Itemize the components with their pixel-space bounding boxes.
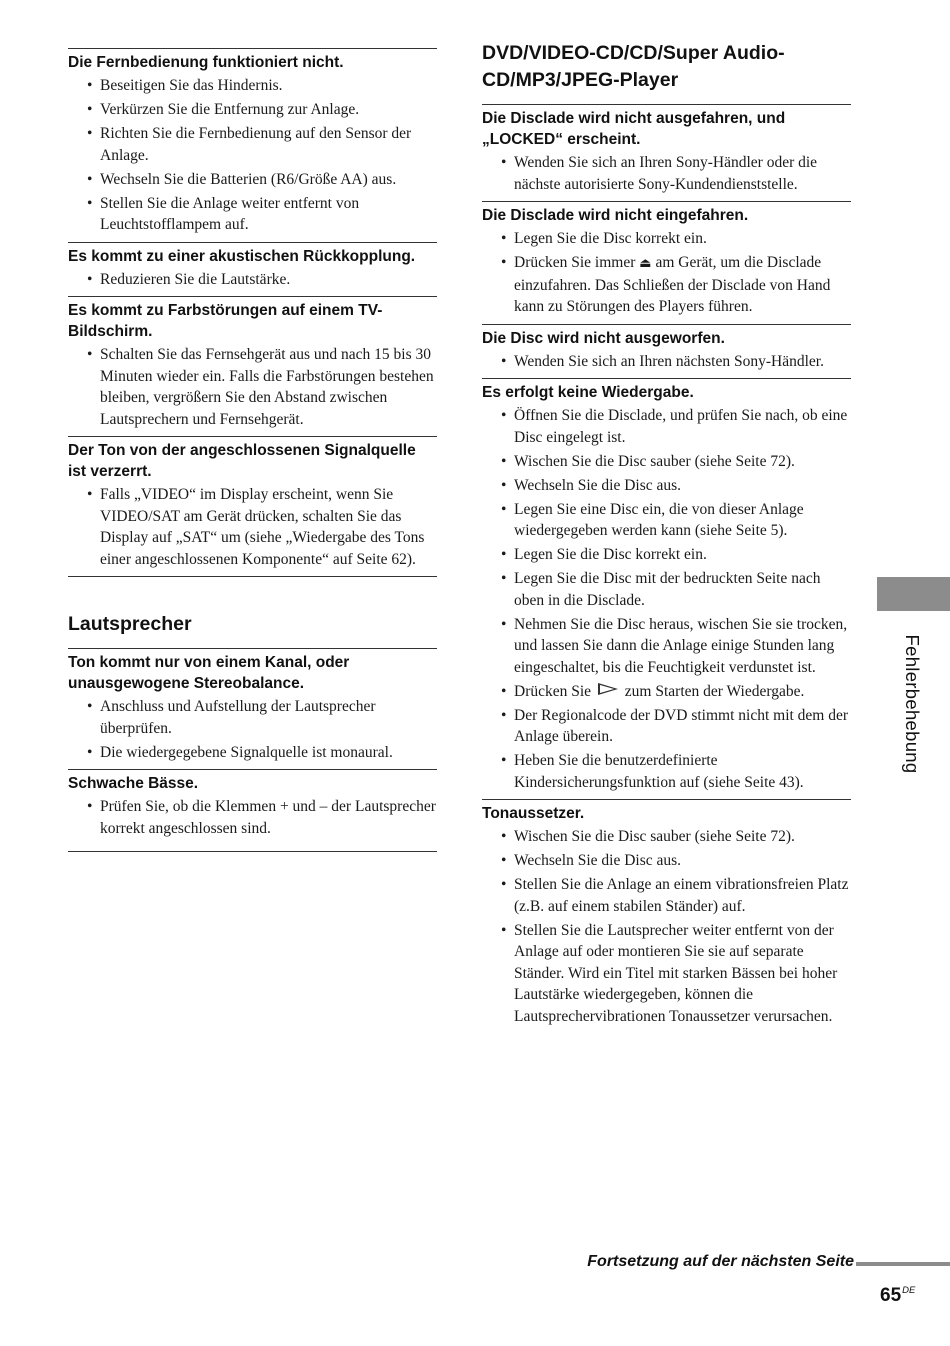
problem-block: [68, 242, 437, 291]
solution-item: • Wischen Sie die Disc sauber (siehe Seite 72).: [514, 826, 851, 848]
chapter-tab: [877, 577, 950, 611]
solution-text: Drücken Sie: [514, 682, 595, 700]
problem-title: Die Disc wird nicht ausgeworfen.: [482, 329, 725, 347]
solution-item: • Legen Sie die Disc korrekt ein.: [514, 544, 851, 566]
solution-item: • Stellen Sie die Anlage weiter entfernt von Leuchtstofflampem auf.: [100, 193, 437, 236]
solution-item: • Richten Sie die Fernbedienung auf den Sensor der Anlage.: [100, 123, 437, 166]
solution-list: [482, 826, 851, 1027]
solution-item: • Prüfen Sie, ob die Klemmen + und – der Lautsprecher korrekt angeschlossen sind.: [100, 796, 437, 839]
solution-item: • Stellen Sie die Anlage an einem vibrationsfreien Platz (z.B. auf einem stabilen Ständer) auf.: [514, 874, 851, 917]
problem-title: Es kommt zu einer akustischen Rückkopplung.: [68, 247, 416, 265]
problem-block: [68, 648, 437, 763]
problem-title: Schwache Bässe.: [68, 775, 199, 792]
solution-list: [68, 796, 437, 839]
solution-list: [68, 269, 437, 291]
solution-item: • Öffnen Sie die Disclade, und prüfen Sie nach, ob eine Disc eingelegt ist.: [514, 405, 851, 448]
solution-item: • Verkürzen Sie die Entfernung zur Anlage.: [100, 99, 437, 121]
solution-list: [68, 484, 437, 570]
solution-item: • Heben Sie die benutzerdefinierte Kindersicherungsfunktion auf (siehe Seite 43).: [514, 750, 851, 793]
solution-item: • Wischen Sie die Disc sauber (siehe Seite 72).: [514, 451, 851, 473]
page-number-value: 65: [880, 1285, 902, 1306]
problem-block: [68, 769, 437, 852]
problem-title: Tonaussetzer.: [482, 805, 585, 822]
solution-list: [482, 152, 851, 195]
solution-item: • Wechseln Sie die Disc aus.: [514, 850, 851, 872]
solution-item: • Reduzieren Sie die Lautstärke.: [100, 269, 437, 291]
problem-block: [482, 378, 851, 793]
solution-item: • Der Regionalcode der DVD stimmt nicht mit dem der Anlage überein.: [514, 705, 851, 748]
problem-title: Der Ton von der angeschlossenen Signalquelle ist verzerrt.: [68, 442, 416, 480]
solution-item: • Wechseln Sie die Disc aus.: [514, 475, 851, 497]
solution-list: [482, 351, 851, 373]
troubleshooting-list: [68, 48, 437, 570]
solution-list: [482, 228, 851, 318]
section-heading-speakers: Lautsprecher: [68, 613, 192, 635]
eject-icon: ⏏: [639, 256, 652, 271]
section-heading-player: DVD/VIDEO-CD/CD/Super Audio-CD/MP3/JPEG-Player: [482, 42, 785, 91]
problem-block: [68, 48, 437, 236]
left-column: [68, 48, 437, 858]
solution-item: • Die wiedergegebene Signalquelle ist monaural.: [100, 742, 437, 764]
problem-title: Die Fernbedienung funktioniert nicht.: [68, 54, 344, 71]
solution-text: am Gerät, um die Disclade einzufahren. Das Schließen der Disclade von Hand kann zu Störungen des Players führen.: [514, 254, 831, 315]
problem-title: Die Disclade wird nicht eingefahren.: [482, 207, 749, 224]
player-troubleshooting-list: [482, 104, 851, 1027]
problem-title: Es erfolgt keine Wiedergabe.: [482, 384, 694, 401]
solution-item: • Beseitigen Sie das Hindernis.: [100, 75, 437, 97]
problem-title: Es kommt zu Farbstörungen auf einem TV-Bildschirm.: [68, 302, 383, 340]
page-language-suffix: DE: [902, 1285, 916, 1296]
continued-note: Fortsetzung auf der nächsten Seite: [587, 1253, 854, 1270]
problem-block: [68, 436, 437, 570]
chapter-label: Fehlerbehebung: [902, 634, 923, 774]
solution-item: [514, 681, 851, 703]
solution-item: • Nehmen Sie die Disc heraus, wischen Sie sie trocken, und lassen Sie dann die Anlage einige Stunden lang eingeschaltet, bis die Feuchtigkeit verdunstet ist.: [514, 614, 851, 679]
solution-item: • Wechseln Sie die Batterien (R6/Größe AA) aus.: [100, 169, 437, 191]
continued-rule: [856, 1262, 950, 1266]
solution-item: • Anschluss und Aufstellung der Lautsprecher überprüfen.: [100, 696, 437, 739]
solution-list: [68, 344, 437, 430]
solution-text: Drücken Sie immer: [514, 254, 640, 271]
play-icon: [598, 683, 618, 695]
problem-block: [482, 324, 851, 373]
problem-block: [68, 296, 437, 430]
solution-item: • Stellen Sie die Lautsprecher weiter entfernt von der Anlage auf oder montieren Sie sie auf separate Ständer. Wird ein Titel mit starken Bässen bei hoher Lautstärke wiedergegeben, können die Lautsprechervibrationen Tonaussetzer verursachen.: [514, 920, 851, 1028]
speaker-troubleshooting-list: [68, 648, 437, 852]
solution-list: [482, 405, 851, 793]
solution-item: • Legen Sie die Disc mit der bedruckten Seite nach oben in die Disclade.: [514, 568, 851, 611]
solution-item: • Falls „VIDEO“ im Display erscheint, wenn Sie VIDEO/SAT am Gerät drücken, schalten Sie das Display auf „SAT“ um (siehe „Wiedergabe des Tons einer angeschlossenen Komponente“ auf Seite 62).: [100, 484, 437, 570]
section-divider: [68, 576, 437, 577]
solution-item: • Legen Sie eine Disc ein, die von dieser Anlage wiedergegeben werden kann (siehe Seite 5).: [514, 499, 851, 542]
solution-item: • Wenden Sie sich an Ihren nächsten Sony-Händler.: [514, 351, 851, 373]
solution-list: [68, 75, 437, 236]
problem-block: [482, 104, 851, 195]
solution-list: [68, 696, 437, 763]
problem-title: Die Disclade wird nicht ausgefahren, und „LOCKED“ erscheint.: [482, 110, 786, 148]
problem-block: [482, 799, 851, 1027]
problem-block: [482, 201, 851, 318]
solution-item: [514, 252, 851, 318]
problem-title: Ton kommt nur von einem Kanal, oder unausgewogene Stereobalance.: [68, 654, 350, 692]
page-number: [880, 1279, 930, 1308]
solution-item: • Schalten Sie das Fernsehgerät aus und nach 15 bis 30 Minuten wieder ein. Falls die Farbstörungen bestehen bleiben, vergrößern Sie den Abstand zwischen Lautsprechern und Fernsehgerät.: [100, 344, 437, 430]
solution-item: • Wenden Sie sich an Ihren Sony-Händler oder die nächste autorisierte Sony-Kundendienststelle.: [514, 152, 851, 195]
right-column: [482, 42, 851, 1033]
solution-text: zum Starten der Wiedergabe.: [620, 682, 805, 700]
solution-item: • Legen Sie die Disc korrekt ein.: [514, 228, 851, 250]
